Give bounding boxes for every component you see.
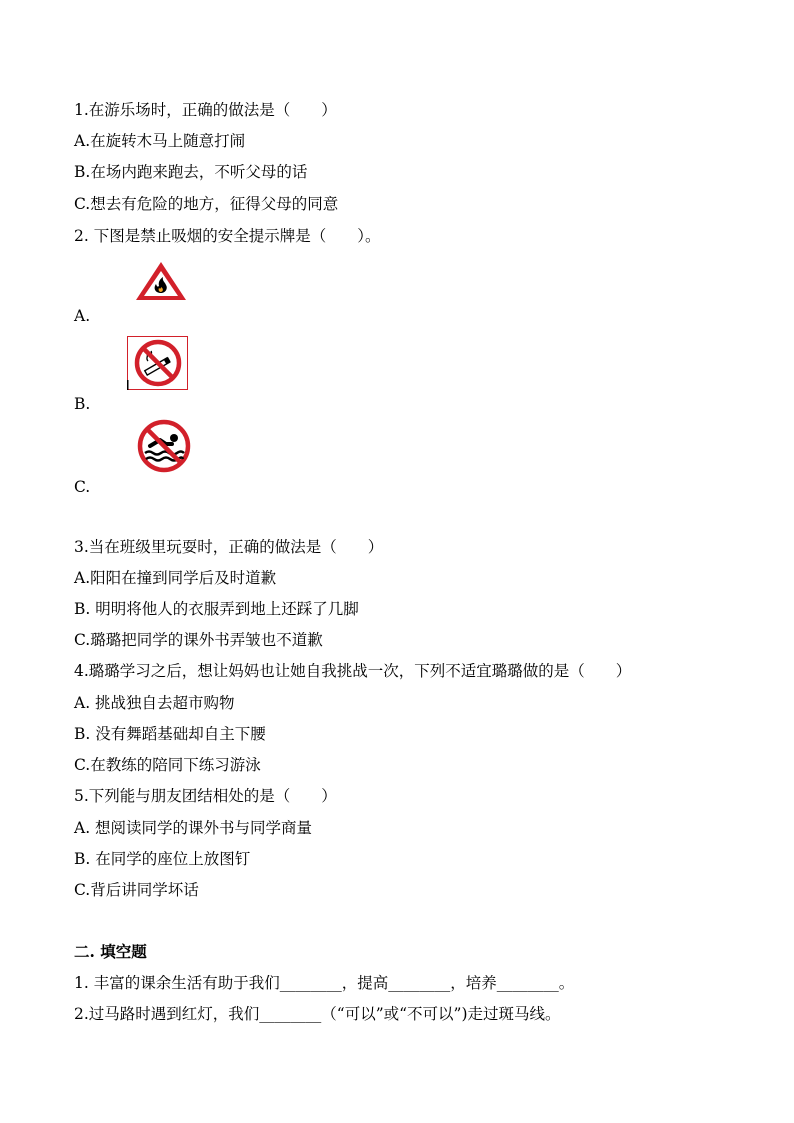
fill-blank-1: 1. 丰富的课余生活有助于我们________，提高________，培养________。 [74,974,575,992]
no-smoking-icon [127,336,188,390]
question-4-stem: 4.璐璐学习之后，想让妈妈也让她自我挑战一次，下列不适宜璐璐做的是（ ） [74,662,632,680]
question-1-option-c: C.想去有危险的地方，征得父母的同意 [74,195,339,213]
no-swimming-icon [136,418,192,474]
question-2-option-c: C. [74,478,91,496]
fire-warning-icon [134,260,188,302]
question-4-option-b: B. 没有舞蹈基础却自主下腰 [74,725,266,743]
question-3-option-c: C.璐璐把同学的课外书弄皱也不道歉 [74,631,323,649]
question-3-stem: 3.当在班级里玩耍时，正确的做法是（ ） [74,538,384,556]
section-2-heading: 二. 填空题 [74,942,147,961]
fill-blank-2: 2.过马路时遇到红灯，我们________（“可以”或“不可以”)走过斑马线。 [74,1005,561,1023]
question-5-option-a: A. 想阅读同学的课外书与同学商量 [74,819,313,837]
question-5-option-b: B. 在同学的座位上放图钉 [74,850,251,868]
question-2-stem: 2. 下图是禁止吸烟的安全提示牌是（ ）。 [74,227,381,245]
question-4-option-c: C.在教练的陪同下练习游泳 [74,756,261,774]
question-4-option-a: A. 挑战独自去超市购物 [74,694,235,712]
question-3-option-b: B. 明明将他人的衣服弄到地上还踩了几脚 [74,600,359,618]
question-1-option-a: A.在旋转木马上随意打闹 [74,132,246,150]
question-5-option-c: C.背后讲同学坏话 [74,881,199,899]
question-3-option-a: A.阳阳在撞到同学后及时道歉 [74,569,277,587]
question-1-stem: 1.在游乐场时，正确的做法是（ ） [74,101,337,119]
question-2-option-b: B. [74,395,91,413]
question-5-stem: 5.下列能与朋友团结相处的是（ ） [74,787,337,805]
question-1-option-b: B.在场内跑来跑去，不听父母的话 [74,163,308,181]
question-2-option-a: A. [74,307,91,325]
